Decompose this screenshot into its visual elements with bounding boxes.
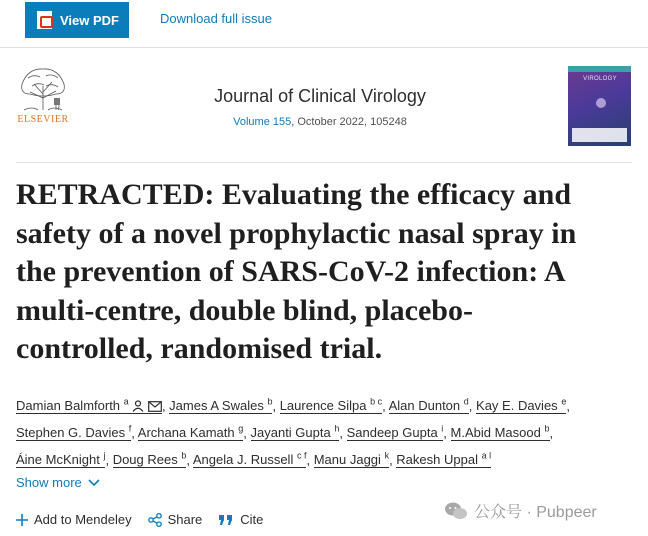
- top-toolbar: [0, 0, 648, 48]
- title-line: the prevention of SARS-CoV-2 infection: A: [16, 255, 566, 288]
- share-label: Share: [167, 512, 203, 527]
- cite-label: Cite: [240, 512, 264, 527]
- author-link[interactable]: Doug Rees $^b$: [112, 450, 187, 467]
- download-full-issue-link[interactable]: Download full issue: [160, 11, 273, 26]
- cover-graphic: [596, 98, 606, 108]
- author-link[interactable]: Laurence Silpa $^{b c}$: [279, 397, 383, 414]
- cover-band: [568, 66, 631, 72]
- author-link[interactable]: Stephen G. Davies $^f$: [16, 423, 132, 441]
- author-link[interactable]: Damian Balmforth $^a$: [16, 398, 162, 414]
- title-line: multi-centre, double blind, placebo-: [16, 293, 473, 327]
- chevron-down-icon: [88, 479, 100, 487]
- add-to-mendeley-button[interactable]: [16, 512, 132, 527]
- view-pdf-button[interactable]: [25, 2, 129, 38]
- show-more-button[interactable]: [16, 475, 100, 490]
- volume-link[interactable]: Volume 155: [233, 116, 292, 128]
- author-link[interactable]: Archana Kamath $^g$: [137, 423, 244, 441]
- view-pdf-label: View PDF: [60, 12, 120, 28]
- plus-icon: [16, 514, 28, 526]
- watermark: [444, 499, 597, 522]
- title-line: RETRACTED: Evaluating the efficacy and: [16, 178, 572, 211]
- share-icon: [148, 513, 162, 527]
- author-list: Damian Balmforth $^a$ , James A Swales $^b$, Laurence Silpa $^{b c}$, Alan Dunton $^d$, Kay E. Davies $^e$, Stephen G. Davies $^f$, Archana Kamath $^g$, Jayanti Gupta $^h$, Sandeep Gupta $^i$, M.Abid Masood $^b$, Áine McKnight $^j$, Doug Rees $^b$, Angela J. Russell $^{c f}$, Manu Jaggi $^k$, Rakesh Uppal $^{a l}$: [16, 397, 570, 467]
- watermark-text: 公众号 · Pubpeer: [474, 504, 597, 521]
- author-link[interactable]: James A Swales $^b$: [169, 397, 273, 414]
- author-link[interactable]: M.Abid Masood $^b$: [450, 423, 550, 441]
- journal-cover[interactable]: [568, 66, 631, 146]
- wechat-icon: [444, 501, 468, 521]
- cover-footer: [572, 128, 627, 142]
- author-link[interactable]: Alan Dunton $^d$: [388, 397, 469, 414]
- show-more-label: Show more: [16, 475, 82, 490]
- share-button[interactable]: [148, 512, 203, 527]
- author-link[interactable]: Angela J. Russell $^{c f}$: [192, 450, 307, 467]
- mendeley-label: Add to Mendeley: [34, 512, 132, 527]
- cite-button[interactable]: [218, 512, 263, 527]
- author-link[interactable]: Kay E. Davies $^e$: [476, 397, 567, 414]
- author-link[interactable]: Áine McKnight $^j$: [16, 450, 106, 467]
- article-title: [16, 176, 632, 369]
- person-icon: [132, 400, 144, 412]
- author-link[interactable]: Manu Jaggi $^k$: [313, 450, 390, 467]
- divider: [16, 162, 632, 163]
- elsevier-tree-logo: [14, 64, 72, 112]
- elsevier-wordmark: ELSEVIER: [17, 114, 69, 125]
- author-link[interactable]: Rakesh Uppal $^{a l}$: [396, 450, 492, 467]
- cover-title: VIROLOGY: [583, 76, 617, 82]
- quote-icon: [218, 514, 234, 526]
- issue-info: , October 2022, 105248: [291, 116, 407, 128]
- title-line: controlled, randomised trial.: [16, 332, 383, 365]
- article-actions: [16, 512, 279, 527]
- journal-title[interactable]: Journal of Clinical Virology: [214, 86, 426, 106]
- author-link[interactable]: Jayanti Gupta $^h$: [250, 423, 340, 441]
- elsevier-logo[interactable]: [14, 64, 72, 126]
- envelope-icon: [148, 401, 162, 412]
- title-line: safety of a novel prophylactic nasal spray in: [16, 216, 577, 250]
- pdf-icon: [37, 11, 52, 29]
- journal-meta: [100, 116, 540, 128]
- author-link[interactable]: Sandeep Gupta $^i$: [346, 423, 444, 441]
